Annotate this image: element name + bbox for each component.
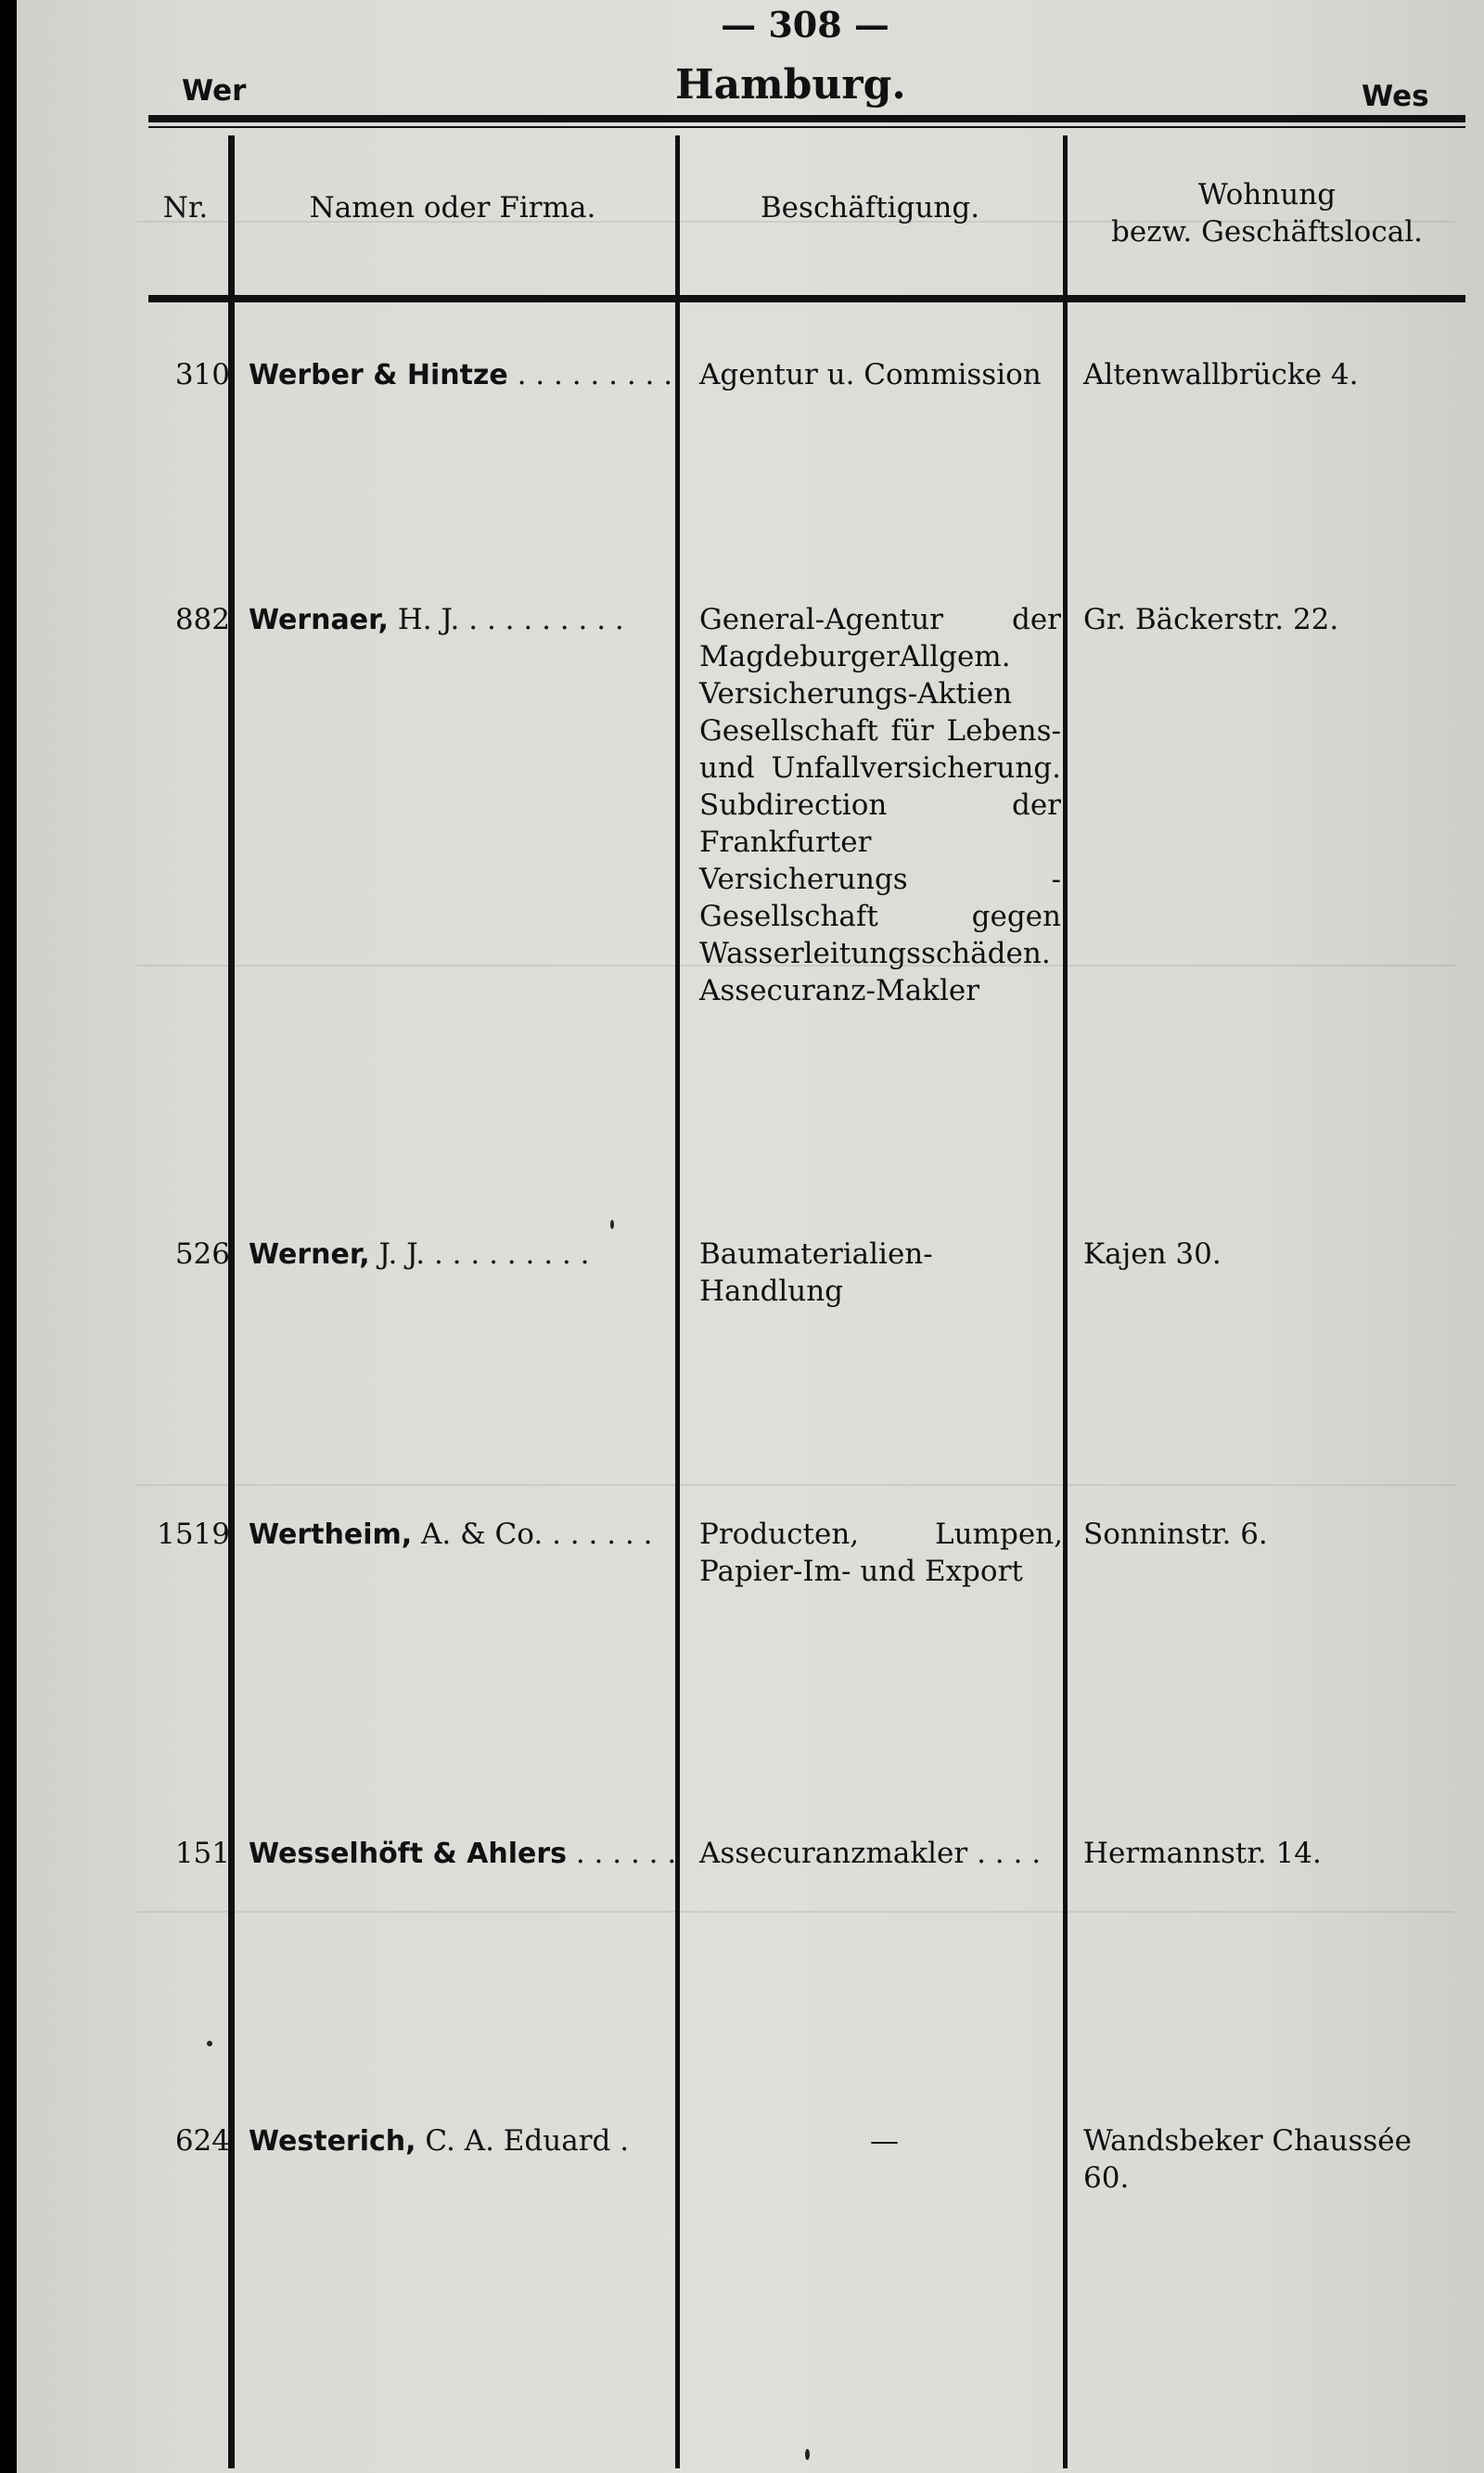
entry-number: 526 bbox=[174, 1237, 230, 1271]
entry-leader-dots: . . . . . . bbox=[543, 1518, 653, 1551]
entry-address: Kajen 30. bbox=[1083, 1237, 1222, 1271]
entry-address: Altenwallbrücke 4. bbox=[1083, 358, 1359, 391]
entry-name-rest: A. & Co. bbox=[412, 1518, 544, 1551]
entry-leader-dots: . bbox=[610, 2124, 630, 2158]
entry-leader-dots: . . . . . . . . . bbox=[425, 1237, 590, 1271]
column-head-rule bbox=[148, 295, 1465, 302]
entry-name-bold: Wesselhöft & Ahlers bbox=[249, 1838, 567, 1870]
ink-speck bbox=[805, 2449, 810, 2460]
entry-name bbox=[249, 1236, 675, 1274]
entry-name-bold: Werber & Hintze bbox=[249, 359, 508, 391]
column-divider-address bbox=[1063, 135, 1068, 2468]
entry-occupation: General-Agentur der MagdeburgerAllgem. Versicherungs-Aktien Gesellschaft für Lebens- und Unfallversicherung. Subdirection der Frankfurter Versicherungs - Gesellschaft gegen Wasserleitungsschäden. Assecuranz-Makler bbox=[699, 603, 1061, 1007]
entry-leader-dots: . . . . . . bbox=[566, 1837, 677, 1870]
entry-number: 882 bbox=[174, 603, 230, 636]
entry-address: Gr. Bäckerstr. 22. bbox=[1083, 603, 1339, 636]
ink-speck bbox=[610, 1220, 614, 1229]
entry-address: Hermannstr. 14. bbox=[1083, 1837, 1322, 1870]
entry-occupation: — bbox=[870, 2124, 899, 2158]
entry-number: 310 bbox=[174, 358, 230, 391]
entry-name bbox=[249, 1516, 675, 1554]
column-divider-occupation bbox=[675, 135, 680, 2468]
entry-number: 151 bbox=[174, 1837, 230, 1870]
directory-page bbox=[17, 0, 1484, 2473]
entry-name-rest: J. J. bbox=[369, 1237, 426, 1271]
entry-address: Wandsbeker Chaussée 60. bbox=[1083, 2124, 1413, 2195]
entry-name bbox=[249, 2122, 675, 2160]
column-head-address: Wohnung bezw. Geschäftslocal. bbox=[1111, 178, 1423, 249]
entry-name-bold: Werner, bbox=[249, 1238, 370, 1271]
running-head-left: Wer bbox=[182, 74, 247, 108]
ink-speck bbox=[207, 2041, 212, 2046]
bleed-through-rule bbox=[137, 1484, 1454, 1486]
entry-occupation: Baumaterialien-Handlung bbox=[699, 1237, 933, 1308]
entry-occupation: Producten, Lumpen, Papier-Im- und Export bbox=[699, 1518, 1063, 1588]
column-head-occupation: Beschäftigung. bbox=[760, 191, 980, 224]
running-head-right: Wes bbox=[1362, 80, 1429, 113]
entry-address: Sonninstr. 6. bbox=[1083, 1518, 1268, 1551]
entry-number: 624 bbox=[174, 2124, 230, 2158]
entry-name-bold: Westerich, bbox=[249, 2125, 416, 2158]
entry-leader-dots: . . . . . . . . . bbox=[459, 603, 624, 636]
column-head-name: Namen oder Firma. bbox=[309, 191, 596, 224]
entry-name bbox=[249, 601, 675, 639]
entry-name bbox=[249, 1835, 675, 1873]
header-rule-thin bbox=[148, 126, 1465, 128]
entry-name-rest: H. J. bbox=[388, 603, 460, 636]
column-head-nr: Nr. bbox=[162, 191, 209, 224]
entry-number: 1519 bbox=[157, 1518, 230, 1551]
entry-name-rest: C. A. Eduard bbox=[416, 2124, 611, 2158]
entry-name-bold: Wertheim, bbox=[249, 1518, 413, 1551]
entry-leader-dots: . . . . . . . . . bbox=[507, 358, 673, 391]
running-head-title: Hamburg. bbox=[675, 61, 906, 109]
page-number: — 308 — bbox=[721, 4, 889, 45]
entry-name-bold: Wernaer, bbox=[249, 604, 389, 636]
entry-occupation: Assecuranzmakler . . . . bbox=[699, 1837, 1042, 1870]
header-rule-top bbox=[148, 115, 1465, 122]
entry-occupation: Agentur u. Commission bbox=[699, 358, 1042, 391]
entry-name bbox=[249, 356, 675, 394]
column-divider-name bbox=[228, 135, 235, 2468]
bleed-through-rule bbox=[137, 1911, 1454, 1913]
